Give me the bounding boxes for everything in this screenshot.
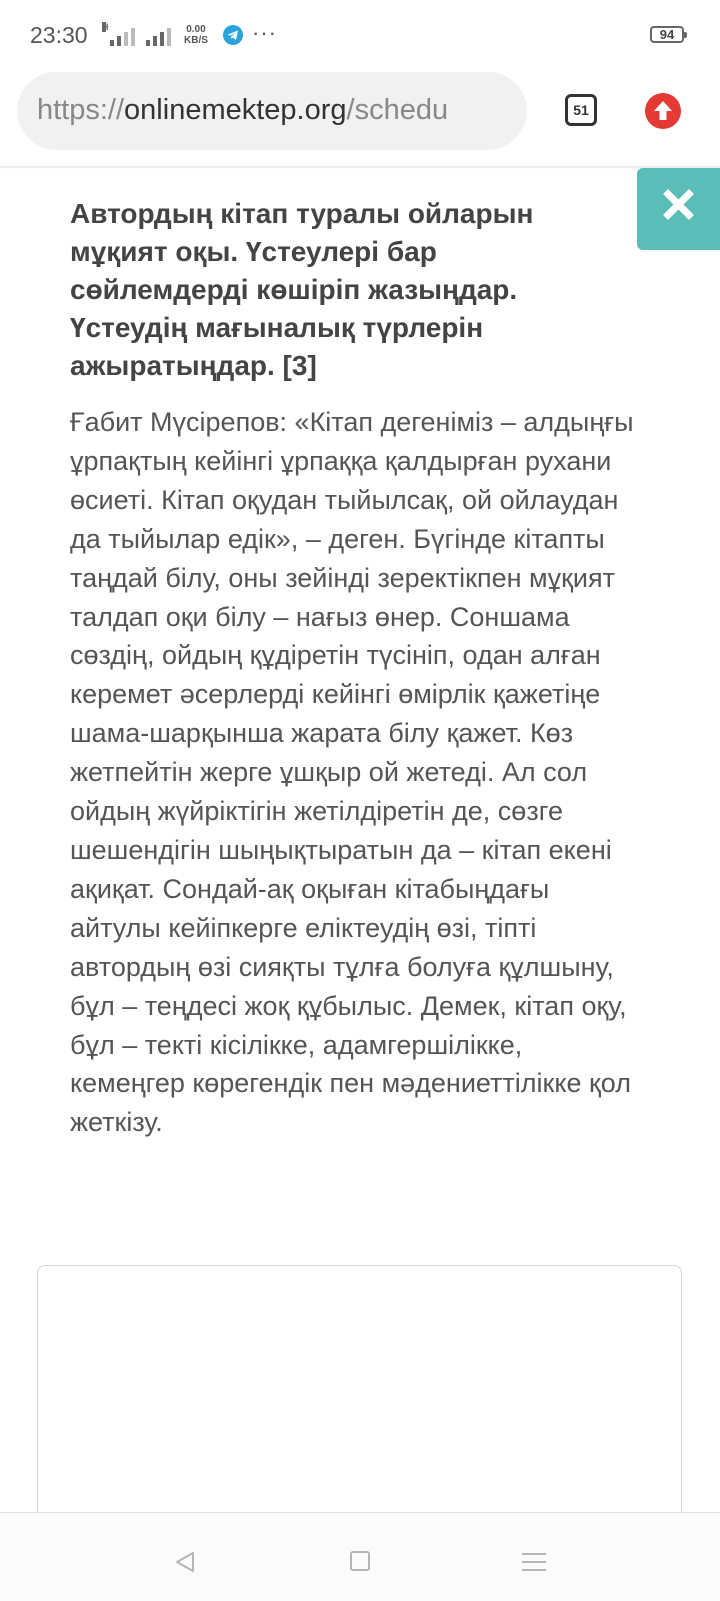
tab-count: 51 (573, 102, 589, 118)
network-type-label: H (102, 22, 109, 32)
signal-icon-2 (146, 24, 171, 46)
battery-icon (650, 26, 684, 43)
status-time: 23:30 (30, 22, 88, 48)
reading-passage: Ғабит Мүсірепов: «Кітап дегеніміз – алдыңғы ұрпақтың кейінгі ұрпаққа қалдырған рухани өсиеті. Кітап оқудан тыйылсақ, ой ойлаудан да тыйылар едік», – деген. Бүгінде кітапты таңдай білу, оны зейінді зеректікпен мұқият талдап оқи білу – нағыз өнер. Соншама сөздің, ойдың құдіретін түсініп, одан алған керемет әсерлерді кейінгі өмірлік қажетіңе шама-шарқынша жарата білу қажет. Көз жетпейтін жерге ұшқыр ой жетеді. Ал сол ойдың жүйріктігін жетілдіретін де, сөзге шешендігін шыңықтыратын да – кітап екені ақиқат. Сондай-ақ оқыған кітабыңдағы айтулы кейіпкерге еліктеудің өзі, тіпті автордың өзі сияқты тұлға болуға құлшыну, бұл – теңдесі жоқ құбылыс. Демек, кітап оқу, бұл – текті кісілікке, адамгершілікке, кемеңгер көрегендік пен мәдениеттілікке қол жеткізу. (70, 407, 634, 1138)
toolbar-divider (0, 166, 720, 169)
close-button[interactable] (637, 168, 720, 250)
question-title: Автордың кітап туралы ойларын мұқият оқы. Үстеулері бар сөйлемдерді көшіріп жазыңдар. Үстеудің мағыналық түрлерін ажыратыңдар. [3] (70, 198, 534, 381)
url-host: onlinemektep.org (124, 94, 347, 126)
network-speed-value: 0.00 (186, 24, 206, 35)
navigation-bar (0, 1512, 720, 1601)
network-speed-unit: KB/S (184, 35, 208, 46)
upload-arrow-icon[interactable] (645, 93, 681, 129)
more-notifications-icon: ··· (252, 20, 277, 45)
network-speed (184, 24, 208, 46)
url-scheme: https:// (37, 94, 125, 126)
address-bar[interactable] (17, 72, 527, 150)
close-icon (637, 168, 720, 250)
url-text (37, 94, 522, 127)
battery-level: 94 (659, 27, 675, 42)
home-square-icon[interactable] (350, 1551, 370, 1571)
signal-icon (102, 22, 135, 46)
back-triangle-icon[interactable] (174, 1551, 196, 1573)
menu-lines-icon[interactable] (522, 1553, 546, 1577)
url-path: /schedu (346, 94, 449, 126)
tab-switcher-icon[interactable] (565, 94, 597, 126)
telegram-icon (223, 25, 243, 45)
status-bar (0, 0, 720, 72)
